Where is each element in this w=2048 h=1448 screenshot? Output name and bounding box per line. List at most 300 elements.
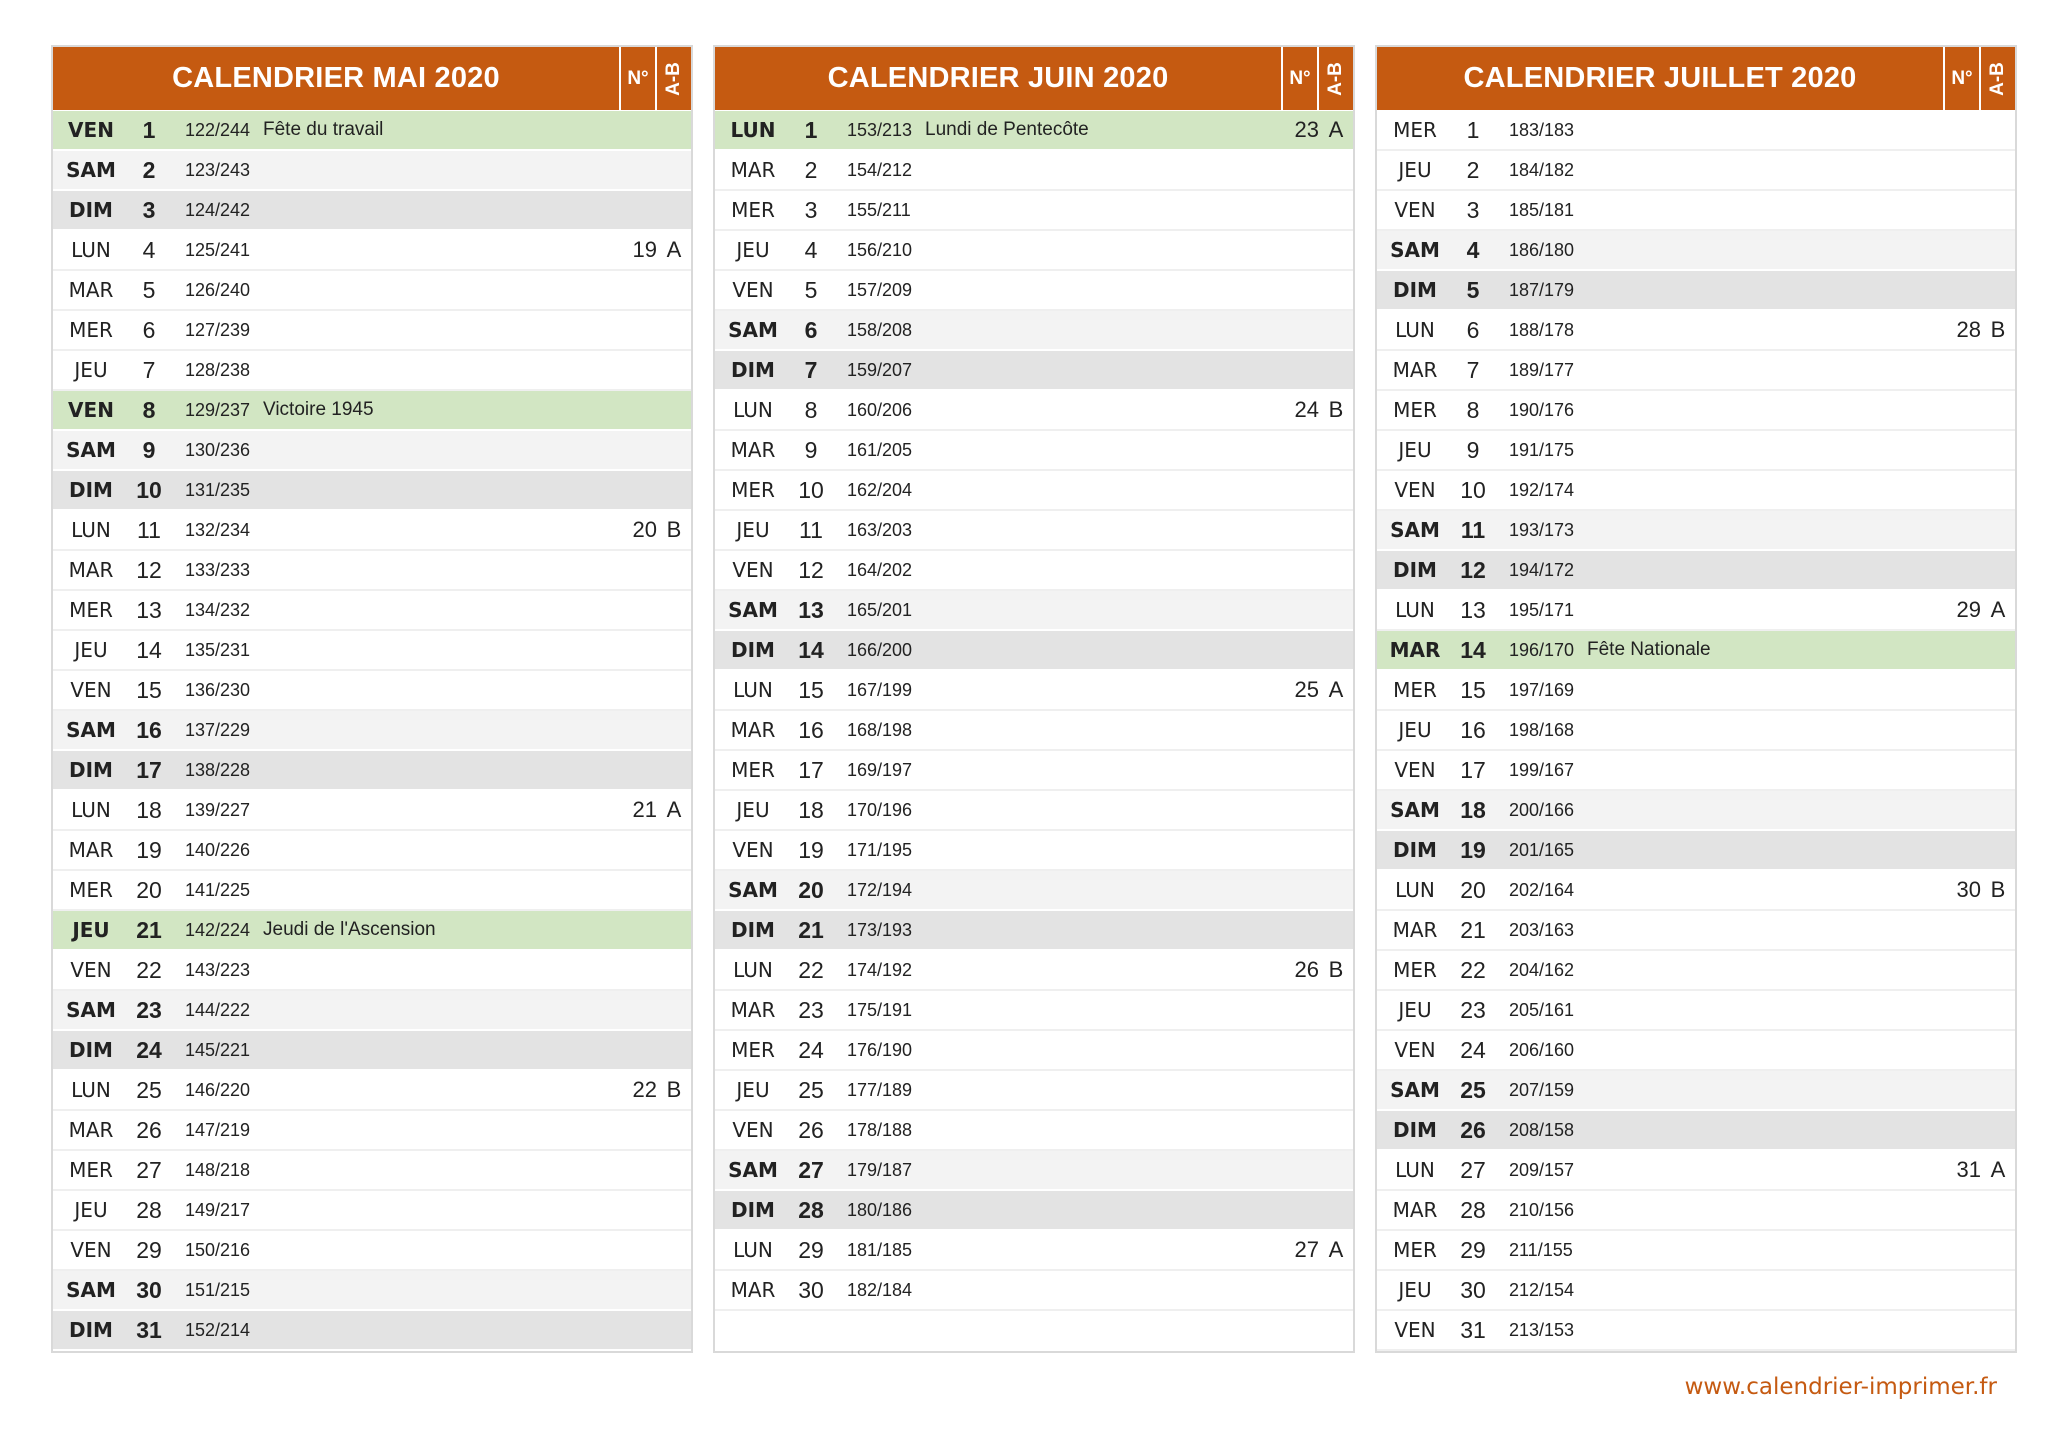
day-row: [715, 1111, 1353, 1151]
day-of-year: 129/237: [185, 399, 251, 420]
day-number: 2: [142, 156, 156, 183]
ab-week-header-label: A-B: [663, 61, 684, 96]
day-number: 19: [1460, 836, 1486, 863]
day-number: 25: [136, 1076, 162, 1103]
day-row: [1377, 911, 2015, 951]
day-row: [715, 831, 1353, 871]
day-of-year: 140/226: [185, 839, 251, 860]
day-row: [53, 271, 691, 311]
day-row: [1377, 951, 2015, 991]
day-of-week: JEU: [736, 1078, 770, 1102]
day-of-year: 160/206: [847, 399, 913, 420]
day-of-year: 142/224: [185, 919, 251, 940]
day-of-week: LUN: [730, 118, 776, 142]
day-of-week: JEU: [1398, 158, 1432, 182]
day-of-week: DIM: [69, 1318, 113, 1342]
day-of-week: JEU: [1398, 438, 1432, 462]
day-number: 29: [798, 1236, 824, 1263]
day-of-year: 144/222: [185, 999, 251, 1020]
day-number: 3: [1466, 196, 1480, 223]
day-row: [53, 311, 691, 351]
day-of-year: 186/180: [1509, 239, 1575, 260]
day-of-week: SAM: [728, 1158, 778, 1182]
ab-week-header: [1317, 47, 1353, 110]
day-rows: [715, 111, 1353, 1351]
day-of-week: LUN: [71, 518, 111, 542]
day-row: [1377, 751, 2015, 791]
day-row: [1377, 631, 2015, 671]
day-of-week: MAR: [730, 438, 776, 462]
day-row: [715, 631, 1353, 671]
day-of-week: MAR: [68, 838, 114, 862]
day-row: [53, 351, 691, 391]
day-number: 1: [804, 116, 818, 143]
day-of-week: JEU: [1398, 718, 1432, 742]
day-number: 17: [798, 756, 824, 783]
day-of-year: 152/214: [185, 1319, 251, 1340]
day-of-week: LUN: [71, 238, 111, 262]
week-number-header: N°: [619, 47, 655, 110]
day-row: [715, 751, 1353, 791]
day-of-week: MAR: [1392, 1198, 1438, 1222]
day-row: [1377, 1111, 2015, 1151]
day-number: 15: [798, 676, 824, 703]
day-of-year: 168/198: [847, 719, 913, 740]
day-of-year: 126/240: [185, 279, 251, 300]
day-number: 6: [1466, 316, 1480, 343]
day-of-week: LUN: [1395, 1158, 1435, 1182]
day-number: 24: [1460, 1036, 1486, 1063]
day-number: 5: [1466, 276, 1480, 303]
day-of-week: SAM: [1390, 1078, 1440, 1102]
day-row: [715, 151, 1353, 191]
day-row: [1377, 791, 2015, 831]
day-number: 18: [136, 796, 162, 823]
day-number: 4: [804, 236, 818, 263]
day-row: [715, 871, 1353, 911]
day-number: 3: [142, 196, 156, 223]
day-number: 26: [136, 1116, 162, 1143]
day-row: [1377, 191, 2015, 231]
day-of-year: 156/210: [847, 239, 913, 260]
day-of-year: 209/157: [1509, 1159, 1575, 1180]
day-number: 25: [1460, 1076, 1486, 1103]
day-row: [1377, 351, 2015, 391]
day-row: [53, 1311, 691, 1351]
day-row: [715, 551, 1353, 591]
day-of-week: DIM: [731, 638, 775, 662]
day-of-year: 163/203: [847, 519, 913, 540]
day-of-year: 171/195: [847, 839, 913, 860]
day-number: 7: [142, 356, 156, 383]
day-of-week: VEN: [1394, 1038, 1436, 1062]
day-of-year: 211/155: [1509, 1239, 1573, 1260]
day-number: 13: [798, 596, 824, 623]
day-row: [53, 1271, 691, 1311]
ab-week: B: [1990, 877, 2006, 902]
day-of-week: MAR: [1392, 358, 1438, 382]
day-of-week: MER: [1393, 958, 1437, 982]
day-row: [53, 471, 691, 511]
day-row: [53, 591, 691, 631]
day-of-year: 174/192: [847, 959, 913, 980]
day-number: 23: [136, 996, 162, 1023]
day-of-year: 143/223: [185, 959, 251, 980]
day-row: [1377, 551, 2015, 591]
day-of-week: LUN: [733, 1238, 773, 1262]
day-of-week: LUN: [71, 798, 111, 822]
day-of-year: 136/230: [185, 679, 251, 700]
empty-row: [715, 1311, 1353, 1351]
ab-week: B: [666, 1077, 682, 1102]
holiday-label: Lundi de Pentecôte: [925, 119, 1089, 140]
day-row: [53, 111, 691, 151]
week-number: 29: [1956, 597, 1981, 622]
day-row: [1377, 831, 2015, 871]
day-of-year: 190/176: [1509, 399, 1575, 420]
week-number: 24: [1294, 397, 1319, 422]
day-of-year: 207/159: [1509, 1079, 1575, 1100]
day-of-year: 194/172: [1509, 559, 1575, 580]
day-of-year: 166/200: [847, 639, 913, 660]
day-of-year: 162/204: [847, 479, 913, 500]
day-row: [715, 791, 1353, 831]
day-row: [1377, 591, 2015, 631]
day-of-year: 124/242: [185, 199, 251, 220]
day-of-week: MAR: [1389, 638, 1441, 662]
ab-week-header: [655, 47, 691, 110]
day-number: 20: [798, 876, 824, 903]
day-of-week: JEU: [74, 1198, 108, 1222]
week-number-header: N°: [1281, 47, 1317, 110]
day-row: [53, 1031, 691, 1071]
day-of-year: 151/215: [185, 1279, 251, 1300]
day-number: 24: [136, 1036, 162, 1063]
day-row: [1377, 471, 2015, 511]
day-of-week: MER: [731, 478, 775, 502]
day-of-week: DIM: [1393, 1118, 1437, 1142]
day-of-week: MER: [731, 758, 775, 782]
day-of-week: VEN: [1394, 1318, 1436, 1342]
day-of-year: 164/202: [847, 559, 913, 580]
day-row: [1377, 311, 2015, 351]
day-of-year: 133/233: [185, 559, 251, 580]
day-of-year: 141/225: [185, 879, 251, 900]
day-number: 4: [142, 236, 156, 263]
ab-week-header-label: A-B: [1987, 61, 2008, 96]
holiday-label: Fête Nationale: [1587, 639, 1711, 660]
day-number: 19: [798, 836, 824, 863]
day-of-week: SAM: [1390, 238, 1440, 262]
day-of-week: VEN: [1394, 198, 1436, 222]
day-number: 8: [1466, 396, 1480, 423]
day-row: [715, 351, 1353, 391]
day-of-week: DIM: [69, 478, 113, 502]
day-of-week: JEU: [74, 358, 108, 382]
day-number: 28: [798, 1196, 824, 1223]
day-number: 29: [1460, 1236, 1486, 1263]
day-of-week: LUN: [733, 398, 773, 422]
day-row: [715, 471, 1353, 511]
day-row: [715, 991, 1353, 1031]
day-of-week: MAR: [730, 1278, 776, 1302]
day-number: 7: [804, 356, 818, 383]
day-row: [715, 1031, 1353, 1071]
day-of-year: 122/244: [185, 119, 251, 140]
day-of-week: SAM: [728, 878, 778, 902]
day-of-week: VEN: [68, 398, 114, 422]
month-title: CALENDRIER JUILLET 2020: [1463, 62, 1857, 94]
day-row: [715, 1271, 1353, 1311]
day-row: [53, 791, 691, 831]
ab-week: A: [1990, 597, 2006, 622]
day-of-year: 177/189: [847, 1079, 913, 1100]
day-number: 21: [798, 916, 824, 943]
day-of-week: JEU: [1398, 998, 1432, 1022]
day-row: [53, 391, 691, 431]
day-row: [53, 991, 691, 1031]
day-of-week: MAR: [1392, 918, 1438, 942]
day-number: 11: [137, 516, 161, 543]
day-of-year: 197/169: [1509, 679, 1575, 700]
day-of-week: SAM: [728, 318, 778, 342]
day-of-week: LUN: [733, 958, 773, 982]
day-row: [1377, 151, 2015, 191]
day-number: 30: [136, 1276, 162, 1303]
day-number: 16: [136, 716, 162, 743]
week-number: 30: [1956, 877, 1981, 902]
day-of-year: 182/184: [847, 1279, 913, 1300]
day-row: [1377, 511, 2015, 551]
day-of-week: DIM: [731, 1198, 775, 1222]
day-of-week: DIM: [731, 918, 775, 942]
day-number: 14: [1460, 636, 1486, 663]
ab-week-header: [1979, 47, 2015, 110]
day-number: 23: [798, 996, 824, 1023]
day-of-year: 123/243: [185, 159, 251, 180]
day-of-year: 134/232: [185, 599, 251, 620]
day-of-year: 199/167: [1509, 759, 1575, 780]
day-rows: [1377, 111, 2015, 1351]
day-of-week: SAM: [66, 1278, 116, 1302]
day-of-year: 132/234: [185, 519, 251, 540]
day-number: 21: [136, 916, 162, 943]
day-row: [1377, 1151, 2015, 1191]
day-of-week: JEU: [736, 798, 770, 822]
day-row: [53, 951, 691, 991]
day-of-year: 195/171: [1509, 599, 1575, 620]
week-number-header: N°: [1943, 47, 1979, 110]
day-of-year: 125/241: [185, 239, 251, 260]
day-of-week: VEN: [68, 118, 114, 142]
day-row: [715, 1151, 1353, 1191]
day-of-year: 165/201: [847, 599, 913, 620]
day-of-year: 158/208: [847, 319, 913, 340]
day-number: 9: [1466, 436, 1480, 463]
day-rows: [53, 111, 691, 1351]
day-number: 28: [1460, 1196, 1486, 1223]
day-number: 13: [136, 596, 162, 623]
day-number: 11: [799, 516, 823, 543]
day-of-year: 206/160: [1509, 1039, 1575, 1060]
month-header: [715, 47, 1353, 111]
day-of-week: VEN: [732, 558, 774, 582]
day-number: 8: [804, 396, 818, 423]
day-number: 24: [798, 1036, 824, 1063]
day-number: 10: [136, 476, 162, 503]
day-number: 16: [1460, 716, 1486, 743]
day-number: 6: [804, 316, 818, 343]
ab-week: A: [1328, 1237, 1344, 1262]
day-of-week: JEU: [72, 918, 110, 942]
day-of-year: 188/178: [1509, 319, 1575, 340]
day-row: [1377, 1311, 2015, 1351]
day-of-week: LUN: [1395, 318, 1435, 342]
day-row: [715, 431, 1353, 471]
day-number: 2: [1466, 156, 1480, 183]
week-number: 25: [1294, 677, 1319, 702]
day-row: [53, 711, 691, 751]
day-number: 3: [804, 196, 818, 223]
day-of-year: 161/205: [847, 439, 913, 460]
day-of-year: 192/174: [1509, 479, 1575, 500]
day-number: 22: [136, 956, 162, 983]
day-of-year: 153/213: [847, 119, 913, 140]
day-of-year: 181/185: [847, 1239, 913, 1260]
month-title: CALENDRIER JUIN 2020: [827, 62, 1169, 94]
day-number: 16: [798, 716, 824, 743]
day-number: 15: [1460, 676, 1486, 703]
day-of-year: 176/190: [847, 1039, 913, 1060]
ab-week: A: [666, 797, 682, 822]
day-number: 2: [804, 156, 818, 183]
day-of-year: 150/216: [185, 1239, 251, 1260]
day-of-week: MER: [731, 1038, 775, 1062]
day-number: 10: [798, 476, 824, 503]
day-of-week: MER: [1393, 398, 1437, 422]
day-of-year: 128/238: [185, 359, 251, 380]
day-row: [715, 191, 1353, 231]
day-row: [53, 151, 691, 191]
day-of-year: 148/218: [185, 1159, 251, 1180]
week-number: 26: [1294, 957, 1319, 982]
day-of-year: 203/163: [1509, 919, 1575, 940]
ab-week: A: [666, 237, 682, 262]
day-of-week: MER: [69, 598, 113, 622]
day-of-week: MAR: [68, 1118, 114, 1142]
day-number: 27: [798, 1156, 824, 1183]
day-number: 12: [1460, 556, 1486, 583]
day-row: [715, 591, 1353, 631]
day-number: 13: [1460, 596, 1486, 623]
day-of-week: JEU: [1398, 1278, 1432, 1302]
day-row: [715, 391, 1353, 431]
day-of-year: 154/212: [847, 159, 913, 180]
day-number: 10: [1460, 476, 1486, 503]
day-of-year: 185/181: [1509, 199, 1575, 220]
day-row: [53, 1231, 691, 1271]
month-title: CALENDRIER MAI 2020: [172, 62, 500, 94]
day-row: [715, 1071, 1353, 1111]
ab-week: B: [1328, 957, 1344, 982]
day-row: [1377, 111, 2015, 151]
day-of-week: MER: [69, 1158, 113, 1182]
day-number: 31: [136, 1316, 162, 1343]
day-number: 12: [798, 556, 824, 583]
day-number: 17: [136, 756, 162, 783]
day-number: 22: [1460, 956, 1486, 983]
day-row: [715, 911, 1353, 951]
day-number: 26: [798, 1116, 824, 1143]
week-number: 19: [632, 237, 657, 262]
day-of-year: 184/182: [1509, 159, 1575, 180]
day-number: 1: [142, 116, 156, 143]
day-number: 5: [804, 276, 818, 303]
day-of-year: 139/227: [185, 799, 251, 820]
day-row: [1377, 1191, 2015, 1231]
day-of-year: 145/221: [185, 1039, 251, 1060]
day-number: 19: [136, 836, 162, 863]
day-of-year: 200/166: [1509, 799, 1575, 820]
day-number: 20: [1460, 876, 1486, 903]
month-header: [1377, 47, 2015, 111]
day-of-year: 205/161: [1509, 999, 1575, 1020]
day-of-week: DIM: [69, 1038, 113, 1062]
day-of-week: SAM: [66, 998, 116, 1022]
day-of-year: 210/156: [1509, 1199, 1575, 1220]
day-row: [53, 631, 691, 671]
week-number: 28: [1956, 317, 1981, 342]
day-of-year: 187/179: [1509, 279, 1575, 300]
day-row: [1377, 431, 2015, 471]
day-row: [53, 1191, 691, 1231]
day-of-year: 146/220: [185, 1079, 251, 1100]
day-row: [1377, 871, 2015, 911]
day-row: [53, 911, 691, 951]
day-row: [53, 1071, 691, 1111]
day-of-year: 155/211: [847, 199, 911, 220]
week-number: 20: [632, 517, 657, 542]
month-table-juin: [713, 45, 1355, 1353]
day-row: [53, 671, 691, 711]
day-number: 20: [136, 876, 162, 903]
month-header: [53, 47, 691, 111]
day-of-week: LUN: [733, 678, 773, 702]
week-number: 23: [1294, 117, 1319, 142]
day-number: 5: [142, 276, 156, 303]
week-number: 27: [1294, 1237, 1319, 1262]
day-of-year: 130/236: [185, 439, 251, 460]
day-number: 15: [136, 676, 162, 703]
day-of-year: 183/183: [1509, 119, 1575, 140]
day-row: [1377, 391, 2015, 431]
day-row: [715, 311, 1353, 351]
day-of-week: MAR: [68, 278, 114, 302]
day-of-year: 135/231: [185, 639, 251, 660]
holiday-label: Jeudi de l'Ascension: [263, 919, 436, 940]
day-row: [715, 951, 1353, 991]
footer-website-link[interactable]: www.calendrier-imprimer.fr: [1684, 1374, 1997, 1400]
day-of-week: VEN: [1394, 758, 1436, 782]
day-of-week: SAM: [66, 438, 116, 462]
day-of-year: 189/177: [1509, 359, 1575, 380]
day-number: 6: [142, 316, 156, 343]
day-of-week: SAM: [66, 718, 116, 742]
month-table-mai: [51, 45, 693, 1353]
day-of-week: VEN: [732, 838, 774, 862]
holiday-label: Victoire 1945: [263, 399, 374, 420]
day-of-week: MER: [1393, 678, 1437, 702]
